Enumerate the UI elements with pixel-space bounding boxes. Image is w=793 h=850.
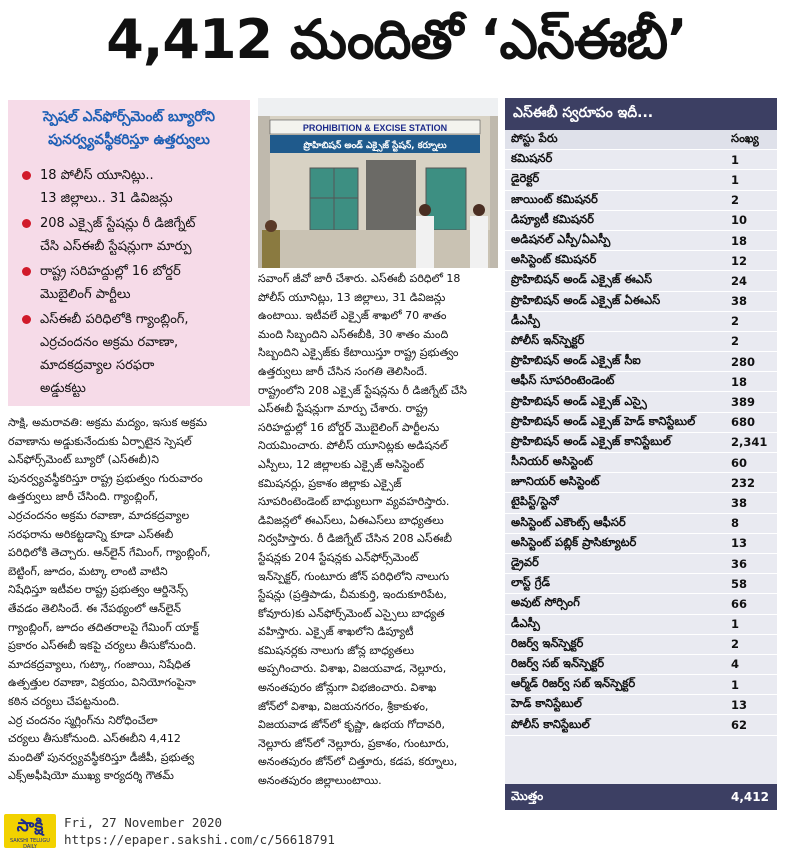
- post-name: అడిషనల్ ఎస్పీ/ఏఎస్పీ: [511, 232, 611, 247]
- post-count: 1: [731, 152, 740, 167]
- post-name: అసిస్టెంట్ పబ్లిక్ ప్రాసిక్యూటర్: [511, 534, 637, 549]
- post-count: 60: [731, 455, 748, 470]
- table-row: [505, 231, 777, 251]
- column-header-post: పోస్టు పేరు: [511, 131, 558, 146]
- post-count: 1: [731, 677, 740, 692]
- table-total-row: [505, 784, 777, 810]
- table-row: [505, 352, 777, 372]
- highlights-box: [8, 100, 250, 406]
- excise-station-photo: [258, 98, 498, 268]
- table-row: [505, 271, 777, 291]
- post-count: 18: [731, 233, 748, 248]
- table-row: [505, 150, 777, 170]
- post-count: 389: [731, 395, 756, 410]
- total-value: 4,412: [731, 790, 769, 804]
- article-column-2: సవాంగ్ జీవో జారీ చేశారు. ఎస్‌ఈబీ పరిధిలో 18 పోలీస్ యూనిట్లు, 13 జిల్లాలు, 31 డివిజన్లు ఉంటాయి. ఇటీవలే ఎక్సైజ్ శాఖలో 70 శాతం మంది సిబ్బందిని ఎస్‌ఈబీకి, 30 శాతం మంది సిబ్బందిని ఎక్సైజ్‌కు కేటాయిస్తూ రాష్ట్ర ప్రభుత్వం ఉత్తర్వులు జారీ చేసిన సంగతి తెలిసిందే. రాష్ట్రంలోని 208 ఎక్సైజ్ స్టేషన్లను రీ డిజిగ్నేట్ చేసి ఎస్‌ఈబీ స్టేషన్లుగా మార్పు చేశారు. రాష్ట్ర సరిహద్దుల్లో 16 బోర్డర్ మొబైలింగ్ పార్టీలను నియమించారు. పోలీస్ యూనిట్లకు అడిషనల్ ఎస్పీలు, 12 జిల్లాలకు ఎక్సైజ్ అసిస్టెంట్ కమిషనర్లు, ప్రకాశం జిల్లాకు ఎక్సైజ్ సూపరింటెండెంట్ బాధ్యులుగా వ్యవహరిస్తారు. డివిజన్లలో ఈఎస్‌లు, ఏఈఎస్‌లు బాధ్యతలు నిర్వహిస్తారు. రీ డిజిగ్నేట్ చేసిన 208 ఎస్‌ఈబీ స్టేషన్లకు 204 స్టేషన్లకు ఎన్‌ఫోర్స్‌మెంట్ ఇన్‌స్పెక్టర్, గుంటూరు జోన్ పరిధిలోని నాలుగు స్టేషన్లు (ప్రత్తిపాడు, చీమకుర్తి, ఇందుకూరిపేట, కోవూరు)కు ఎన్‌ఫోర్స్‌మెంట్ ఎస్సైలు బాధ్యత వహిస్తారు. ఎక్సైజ్ శాఖలోని డిప్యూటీ కమిషనర్లకు నాలుగు జోన్ల బాధ్యతలు అప్పగించారు. విశాఖ, విజయవాడ, నెల్లూరు, అనంతపురం జోన్లుగా విభజించారు. విశాఖ జోన్‌లో విశాఖ, విజయనగరం, శ్రీకాకుళం, విజయవాడ జోన్‌లో కృష్ణా, ఉభయ గోదావరి, నెల్లూరు జోన్‌లో నెల్లూరు, ప్రకాశం, గుంటూరు, అనంతపురం జోన్‌లో చిత్తూరు, కడప, కర్నూలు, అనంతపురం జిల్లాలుంటాయి.: [258, 272, 467, 788]
- table-row: [505, 473, 777, 493]
- table-row: [505, 534, 777, 554]
- post-name: ప్రొహిబిషన్ అండ్ ఎక్సైజ్ ఎస్సై: [511, 393, 647, 408]
- highlight-item: రాష్ట్ర సరిహద్దుల్లో 16 బోర్డర్ మొబైలింగ్ పార్టీలు: [18, 260, 244, 306]
- post-count: 4: [731, 657, 740, 672]
- table-row: [505, 615, 777, 635]
- table-row: [505, 312, 777, 332]
- post-count: 2: [731, 193, 740, 208]
- bullet-icon: [22, 219, 31, 228]
- post-name: ఆఫీస్ సూపరింటెండెంట్: [511, 373, 615, 388]
- post-name: రిజర్వ్ ఇన్‌స్పెక్టర్: [511, 635, 584, 650]
- post-name: అవుట్ సోర్సింగ్: [511, 595, 580, 610]
- total-label: మొత్తం: [511, 788, 544, 803]
- table-row: [505, 594, 777, 614]
- post-name: డైరెక్టర్: [511, 171, 540, 186]
- post-name: టైపిస్ట్/స్టెనో: [511, 494, 559, 509]
- table-row: [505, 251, 777, 271]
- post-name: రిజర్వ్ సబ్ ఇన్‌స్పెక్టర్: [511, 655, 605, 670]
- table-row: [505, 170, 777, 190]
- post-count: 8: [731, 516, 740, 531]
- post-count: 58: [731, 576, 748, 591]
- bullet-icon: [22, 267, 31, 276]
- table-row: [505, 453, 777, 473]
- post-name: అసిస్టెంట్ కమిషనర్: [511, 252, 597, 267]
- post-name: ప్రొహిబిషన్ అండ్ ఎక్సైజ్ ఈఎస్: [511, 272, 653, 287]
- sign-top-text: PROHIBITION & EXCISE STATION: [302, 123, 448, 133]
- bullet-icon: [22, 315, 31, 324]
- sign-telugu-text: ప్రొహిబిషన్ అండ్ ఎక్సైజ్ స్టేషన్, కర్నూలు: [303, 141, 447, 151]
- post-name: ప్రొహిబిషన్ అండ్ ఎక్సైజ్ హెడ్ కానిస్టేబుల్: [511, 413, 696, 428]
- post-count: 13: [731, 697, 748, 712]
- post-count: 680: [731, 415, 756, 430]
- table-row: [505, 392, 777, 412]
- post-count: 12: [731, 253, 748, 268]
- table-row: [505, 574, 777, 594]
- epaper-link[interactable]: https://epaper.sakshi.com/c/56618791: [64, 832, 335, 847]
- table-row: [505, 372, 777, 392]
- post-count: 36: [731, 556, 748, 571]
- footer: [0, 812, 793, 850]
- post-name: హెడ్ కానిస్టేబుల్: [511, 696, 582, 711]
- post-count: 24: [731, 273, 748, 288]
- table-body: [505, 150, 777, 735]
- table-row: [505, 292, 777, 312]
- table-row: [505, 433, 777, 453]
- sakshi-logo: సాక్షి SAKSHI TELUGU DAILY: [4, 814, 56, 848]
- post-count: 38: [731, 294, 748, 309]
- post-count: 232: [731, 475, 756, 490]
- post-name: పోలీస్ కానిస్టేబుల్: [511, 716, 590, 731]
- table-row: [505, 554, 777, 574]
- table-row: [505, 191, 777, 211]
- column-header-count: సంఖ్య: [731, 131, 759, 146]
- post-count: 10: [731, 213, 748, 228]
- post-name: సీనియర్ అసిస్టెంట్: [511, 454, 593, 469]
- table-row: [505, 514, 777, 534]
- post-name: ప్రొహిబిషన్ అండ్ ఎక్సైజ్ కానిస్టేబుల్: [511, 433, 671, 448]
- bullet-icon: [22, 171, 31, 180]
- edition-date: Fri, 27 November 2020: [64, 815, 223, 830]
- post-count: 2: [731, 334, 740, 349]
- post-count: 18: [731, 374, 748, 389]
- post-count: 38: [731, 495, 748, 510]
- post-count: 13: [731, 536, 748, 551]
- post-count: 1: [731, 172, 740, 187]
- post-name: జాయింట్ కమిషనర్: [511, 191, 598, 206]
- post-count: 280: [731, 354, 756, 369]
- post-name: అసిస్టెంట్ ఎకౌంట్స్ ఆఫీసర్: [511, 514, 626, 529]
- table-row: [505, 715, 777, 735]
- post-count: 66: [731, 596, 748, 611]
- post-name: జూనియర్ అసిస్టెంట్: [511, 474, 600, 489]
- post-name: డీఎస్పీ: [511, 615, 540, 630]
- post-name: డ్రైవర్: [511, 555, 539, 570]
- table-title: ఎస్‌ఈబీ స్వరూపం ఇదీ...: [505, 98, 777, 130]
- highlight-item: 208 ఎక్సైజ్ స్టేషన్లు రీ డిజిగ్నేట్ చేసి ఎస్‌ఈబీ స్టేషన్లుగా మార్పు: [18, 212, 244, 258]
- post-count: 2: [731, 637, 740, 652]
- post-name: ప్రొహిబిషన్ అండ్ ఎక్సైజ్ సీఐ: [511, 353, 641, 368]
- post-name: డిప్యూటీ కమిషనర్: [511, 211, 594, 226]
- table-row: [505, 675, 777, 695]
- post-name: డీఎస్పీ: [511, 312, 540, 327]
- table-row: [505, 211, 777, 231]
- headline: 4,412 మందితో ‘ఎస్‌ఈబీ’: [106, 7, 687, 71]
- post-name: ఆర్మ్‌డ్ రిజర్వ్ సబ్ ఇన్‌స్పెక్టర్: [511, 676, 636, 691]
- table-header-row: [505, 130, 777, 150]
- table-row: [505, 493, 777, 513]
- article-column-1: సాక్షి, అమరావతి: అక్రమ మద్యం, ఇసుక అక్రమ రవాణాను అడ్డుకునేందుకు ఏర్పాటైన స్పెషల్ ఎన్‌ఫోర్స్‌మెంట్ బ్యూరో (ఎస్‌ఈబీ)ని పునర్వ్యవస్థీకరిస్తూ రాష్ట్ర ప్రభుత్వం గురువారం ఉత్తర్వులు జారీ చేసింది. గ్యాంబ్లింగ్, ఎర్రచందనం అక్రమ రవాణా, మాదకద్రవ్యాల సరఫరాను అరికట్టడాన్ని కూడా ఎస్‌ఈబీ పరిధిలోకి తెచ్చారు. ఆన్‌లైన్ గేమింగ్, గ్యాంబ్లింగ్, బెట్టింగ్, జూదం, మట్కా లాంటి వాటిని నిషేధిస్తూ ఇటీవల రాష్ట్ర ప్రభుత్వం ఆర్డినెన్స్ తేవడం తెలిసిందే. ఈ నేపథ్యంలో ఆన్‌లైన్ గ్యాంబ్లింగ్, జూదం తదితరాలపై గేమింగ్ యాక్ట్ ప్రకారం ఎస్‌ఈబీ ఇకపై చర్యలు తీసుకోనుంది. మాదకద్రవ్యాలు, గుట్కా, గంజాయి, నిషేధిత ఉత్పత్తుల రవాణా, విక్రయం, వినియోగంపైనా కఠిన చర్యలు చేపట్టనుంది. ఎర్ర చందనం స్మగ్లింగ్‌ను నిరోధించేలా చర్యలు తీసుకోనుంది. ఎస్‌ఈబీని 4,412 మందితో పునర్వ్యవస్థీకరిస్తూ డీజీపీ, ప్రభుత్వ ఎక్స్‌అఫీషియో ముఖ్య కార్యదర్శి గౌతమ్: [8, 416, 211, 783]
- table-row: [505, 413, 777, 433]
- seb-structure-table: [505, 98, 777, 810]
- table-row: [505, 655, 777, 675]
- post-count: 2: [731, 314, 740, 329]
- post-name: ప్రొహిబిషన్ అండ్ ఎక్సైజ్ ఏఈఎస్: [511, 292, 661, 307]
- post-count: 2,341: [731, 435, 768, 450]
- table-row: [505, 635, 777, 655]
- highlights-list: [8, 164, 250, 400]
- box-kicker: స్పెషల్ ఎన్‌ఫోర్స్‌మెంట్ బ్యూరోని పునర్వ్యవస్థీకరిస్తూ ఉత్తర్వులు: [43, 109, 215, 148]
- table-row: [505, 695, 777, 715]
- post-count: 62: [731, 718, 748, 733]
- post-name: పోలీస్ ఇన్‌స్పెక్టర్: [511, 332, 585, 347]
- post-name: కమిషనర్: [511, 151, 553, 166]
- table-row: [505, 332, 777, 352]
- post-name: లాస్ట్ గ్రేడ్: [511, 575, 550, 590]
- highlight-item: ఎస్‌ఈబీ పరిధిలోకి గ్యాంబ్లింగ్, ఎర్రచందనం అక్రమ రవాణా, మాదకద్రవ్యాల సరఫరా అడ్డుకట్టు: [18, 308, 244, 400]
- photo-illustration: [258, 98, 498, 268]
- highlight-item: 18 పోలీస్ యూనిట్లు.. 13 జిల్లాలు.. 31 డివిజన్లు: [18, 164, 244, 210]
- post-count: 1: [731, 617, 740, 632]
